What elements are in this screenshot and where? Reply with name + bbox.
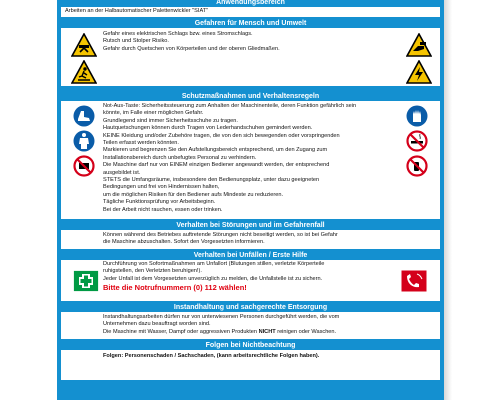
maintenance-line: Instandhaltungsarbeiten dürfen nur von unterwiesenen Personen durchgeführt werden, die vom	[103, 314, 340, 320]
protection-line: Bedingungen und frei von Hindernissen halten,	[103, 184, 220, 191]
section-consequences	[61, 350, 440, 380]
section-title-maintenance: Instandhaltung und sachgerechte Entsorgung	[61, 303, 440, 312]
protection-line: STETS die Umfangsräume, insbesondere den Bedienungsplatz, unter dazu geeigneten	[103, 177, 320, 184]
protection-line: um die möglichen Risiken für den Bediener aufs Mindeste zu reduzieren.	[103, 191, 284, 198]
protection-line: Installationsbereich durch unbefugtes Personal zu verhindern.	[103, 154, 257, 161]
dangers-line: Gefahr durch Quetschen von Körperteilen und der oberen Gliedmaßen.	[103, 45, 280, 52]
electric-warning-icon	[406, 60, 432, 84]
protection-line: Tägliche Funktionsprüfung vor Arbeitsbeginn.	[103, 199, 216, 206]
protection-line: Hautquetschungen können durch Tragen von Lederhandschuhen gemindert werden.	[103, 125, 313, 132]
no-smoking-icon	[406, 130, 428, 152]
section-protection	[61, 101, 440, 219]
first-aid-line: Durchführung von Sofortmaßnahmen am Unfallort (Blutungen stillen, verletzte Körperteile	[103, 261, 325, 267]
section-title-faults: Verhalten bei Störungen und im Gefahrenfall	[61, 221, 440, 230]
dangers-line: Rutsch und Stolper Risiko.	[103, 38, 169, 45]
section-dangers	[61, 28, 440, 86]
section-title-protection: Schutzmaßnahmen und Verhaltensregeln	[61, 92, 440, 101]
section-title-consequences: Folgen bei Nichtbeachtung	[61, 341, 440, 350]
first-aid-line: Jeder Unfall ist dem Vorgesetzten unverzüglich zu melden, die Unfallstelle ist zu sichern.	[103, 275, 323, 282]
first-aid-icon	[73, 270, 99, 292]
usage-line: Arbeiten an der Halbautomatischer Palettenwickler "SIAT"	[65, 8, 209, 14]
section-faults	[61, 230, 440, 249]
section-maintenance	[61, 312, 440, 339]
hand-crush-warning-icon	[406, 33, 432, 57]
faults-line: Können während des Betriebes auftretende Störungen nicht beseitigt werden, so ist bei Gefahr	[103, 232, 338, 238]
section-usage	[61, 7, 440, 17]
operating-instructions-sheet	[57, 0, 444, 400]
maintenance-line: Unternehmen dazu beauftragt worden sind.	[103, 321, 211, 328]
crush-warning-icon	[71, 33, 97, 57]
safety-shoes-icon	[73, 105, 95, 127]
emergency-phone-icon	[401, 270, 427, 292]
protection-line: Bei der Arbeit nicht rauchen, essen oder trinken.	[103, 206, 223, 213]
section-title-usage: Anwendungsbereich	[61, 0, 440, 7]
protection-line: Markieren und begrenzen Sie den Aufstellungsbereich entsprechend, um den Zugang zum	[103, 147, 328, 154]
protection-line: KEINE Kleidung und/oder Zubehöre tragen, die von den sich bewegenden oder vorspringenden	[103, 132, 340, 139]
no-loose-clothing-icon	[73, 155, 95, 177]
section-title-dangers: Gefahren für Mensch und Umwelt	[61, 19, 440, 28]
protection-line: Not-Aus-Taste: Sicherheitssteuerung zum Anhalten der Maschinenteile, deren Funktion gefährlich sein	[103, 103, 357, 109]
protection-line: Teilen erfasst werden könnten.	[103, 140, 179, 147]
protection-line: Die Maschine darf nur von EINEM einzigen Bediener angewandt werden, der entsprechend	[103, 162, 330, 169]
section-first-aid	[61, 260, 440, 301]
faults-line: die Maschine abzuschalten. Sofort den Vorgesetzten informieren.	[103, 239, 265, 246]
protection-line: könnte, im Falle einer möglichen Gefahr.	[103, 110, 204, 117]
page-shadow	[444, 0, 452, 400]
consequences-line: Folgen: Personenschaden / Sachschaden, (kann arbeitsrechtliche Folgen haben).	[103, 353, 320, 359]
protection-line: ausgebildet ist.	[103, 169, 141, 176]
emergency-number: Bitte die Notrufnummern (0) 112 wählen!	[103, 283, 247, 293]
slip-warning-icon	[71, 60, 97, 84]
protection-line: Grundlegend sind immer Sicherheitsschuhe zu tragen.	[103, 117, 238, 124]
gloves-icon	[406, 105, 428, 127]
first-aid-line: ruhigstellen, den Verletzten beruhigen!).	[103, 268, 202, 275]
maintenance-line-last: Die Maschine mit Wasser, Dampf oder aggressiven Produkten NICHT reinigen oder Waschen.	[103, 328, 337, 335]
dangers-line: Gefahr eines elektrischen Schlags bzw. eines Stromschlags.	[103, 31, 253, 37]
protective-clothing-icon	[73, 130, 95, 152]
section-title-first-aid: Verhalten bei Unfällen / Erste Hilfe	[61, 251, 440, 260]
no-eating-icon	[406, 155, 428, 177]
